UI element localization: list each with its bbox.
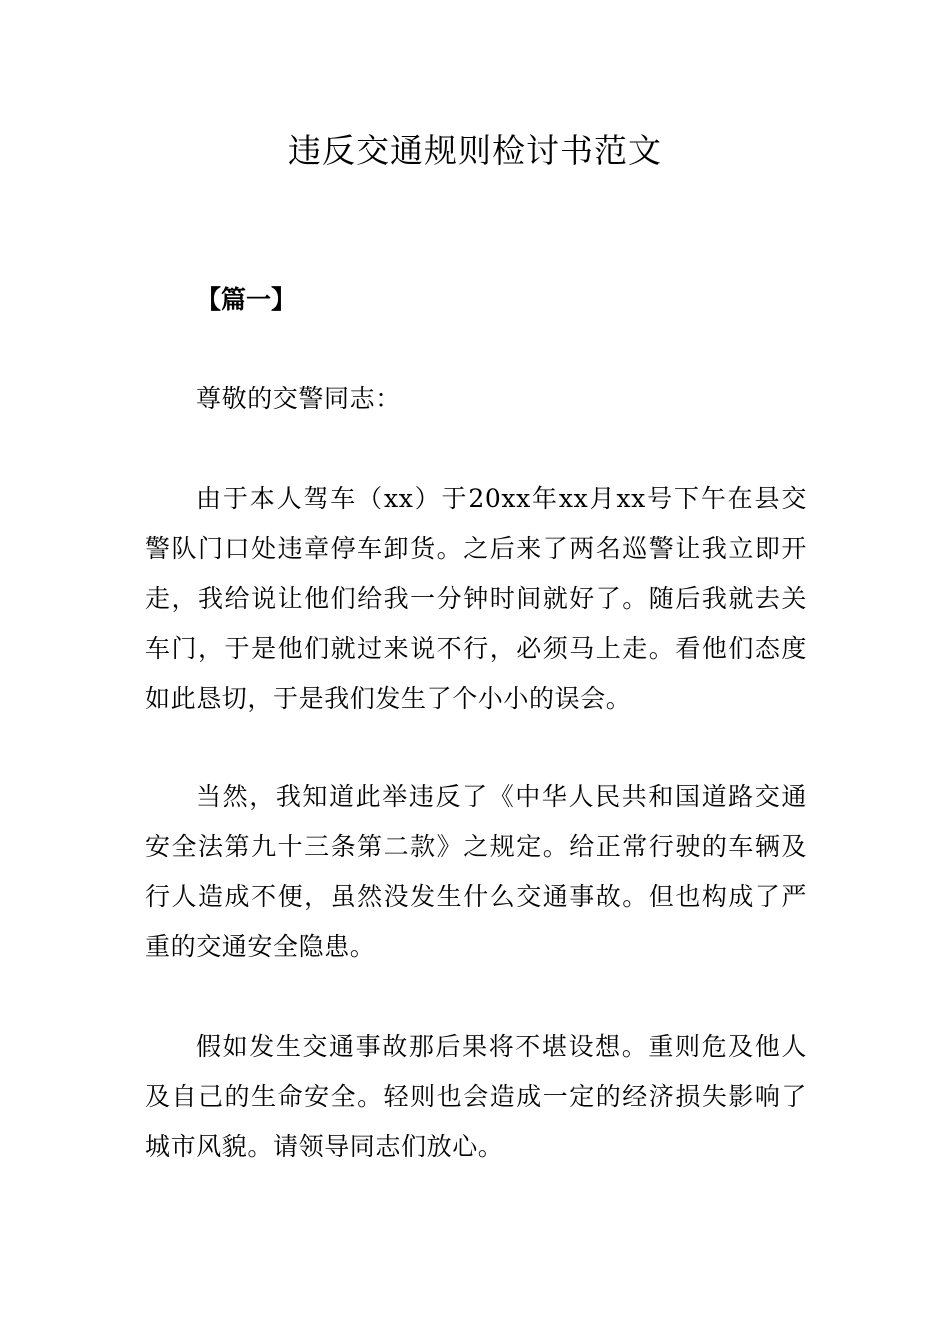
document-title: 违反交通规则检讨书范文 xyxy=(288,131,662,170)
section-label: 【篇一】 xyxy=(196,285,297,314)
salutation: 尊敬的交警同志： xyxy=(196,384,401,413)
paragraph-3: 假如发生交通事故那后果将不堪设想。重则危及他人及自己的生命安全。轻则也会造成一定的经济损失影响了城市风貌。请领导同志们放心。 xyxy=(145,1032,807,1161)
paragraph-2: 当然，我知道此举违反了《中华人民共和国道路交通安全法第九十三条第二款》之规定。给正常行驶的车辆及行人造成不便，虽然没发生什么交通事故。但也构成了严重的交通安全隐患。 xyxy=(145,782,807,961)
paragraph-1: 由于本人驾车（xx）于20xx年xx月xx号下午在县交警队门口处违章停车卸货。之后来了两名巡警让我立即开走，我给说让他们给我一分钟时间就好了。随后我就去关车门，于是他们就过来说不行，必须马上走。看他们态度如此恳切，于是我们发生了个小小的误会。 xyxy=(145,484,807,713)
section-heading xyxy=(196,282,296,318)
